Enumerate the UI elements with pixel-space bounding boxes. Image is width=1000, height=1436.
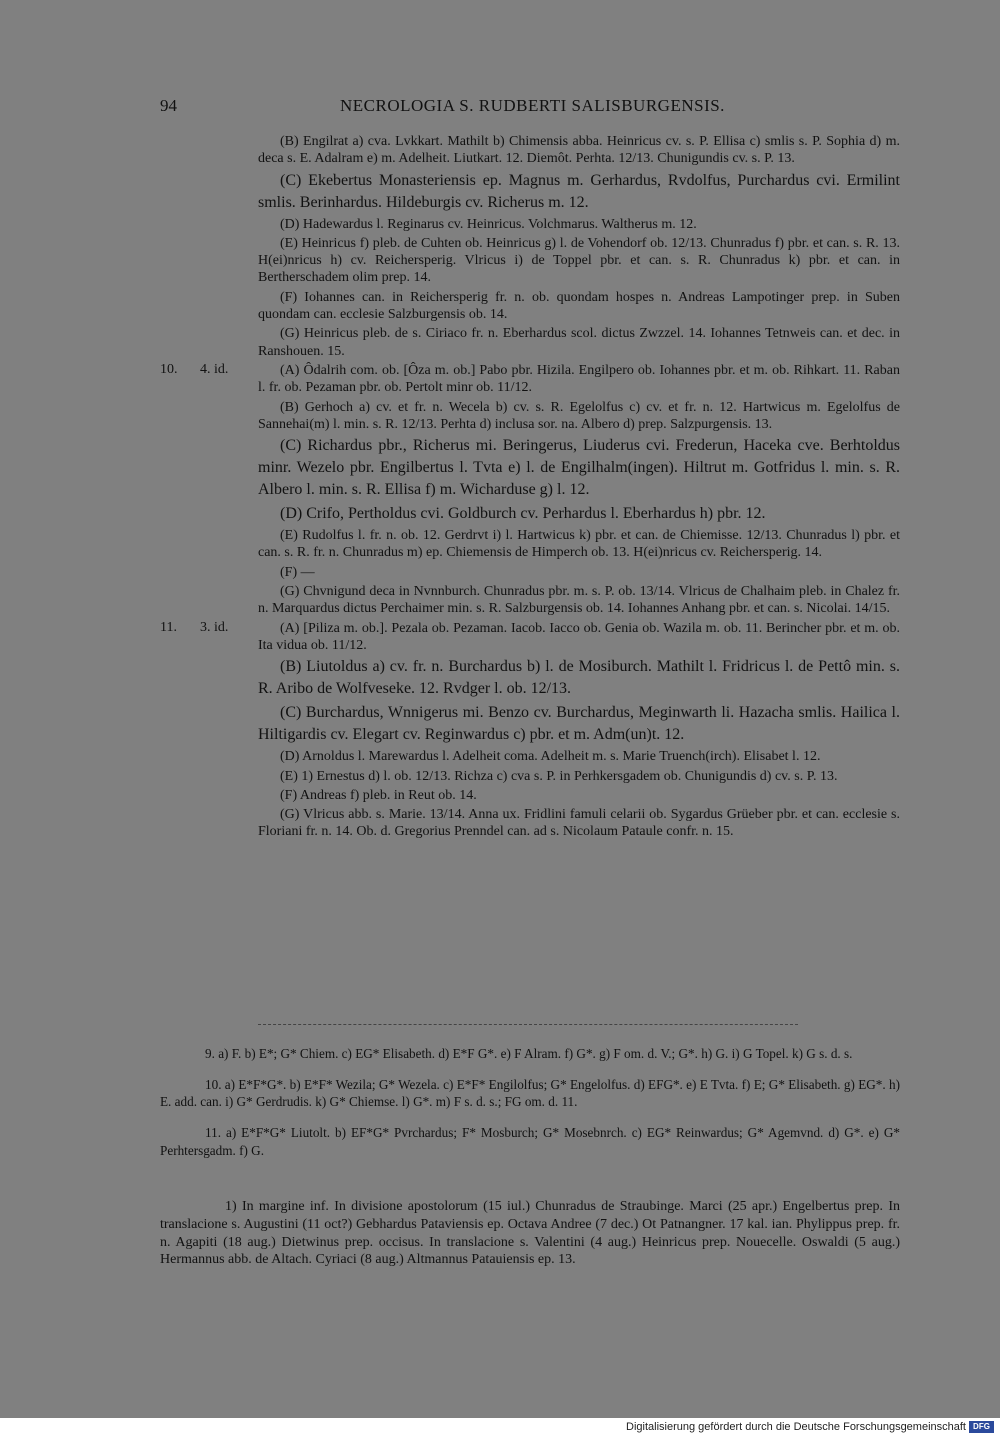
- credit-bar: [0, 1418, 1000, 1436]
- roman-date: 3. id.: [200, 619, 229, 635]
- entry-paragraph: (F) Iohannes can. in Reichersperig fr. n. ob. quondam hospes n. Andreas Lampotinger prep. in Suben quondam can. ecclesie Salzburgensis ob. 14.: [258, 289, 900, 323]
- footnote: 1) In margine inf. In divisione apostolorum (15 iul.) Chunradus de Straubinge. Marci (25 apr.) Engelbertus prep. In translacione s. Augustini (11 oct?) Gebhardus Pataviensis ep. Octava Andree (7 dec.) Ot Patnangner. 17 kal. ian. Phylippus prep. fr. n. Agapiti (18 aug.) Dietwinus prep. occisus. In translacione s. Valentini (4 aug.) Heinricus prep. Nouecelle. Oswaldi (5 aug.) Hermannus abb. de Altach. Cyriaci (8 aug.) Altmannus Patauiensis ep. 13.: [160, 1199, 900, 1268]
- day-entry: [160, 133, 900, 360]
- apparatus-notes: [160, 1032, 900, 1163]
- necrology-body: [160, 133, 900, 843]
- entry-paragraph: (C) Richardus pbr., Richerus mi. Beringerus, Liuderus cvi. Frederun, Haceka cve. Berhtoldus minr. Wezelo pbr. Engilbertus l. Tvta e) l. de Engilhalm(ingen). Hiltrut m. Gotfridus l. min. s. R. Albero l. min. s. R. Ellisa f) m. Wicharduse g) l. 12.: [258, 437, 900, 499]
- entry-paragraph: (B) Engilrat a) cva. Lvkkart. Mathilt b) Chimensis abba. Heinricus cv. s. P. Ellisa c) smlis s. P. Sophia d) m. deca s. E. Adalram e) m. Adelheit. Liutkart. 12. Diemôt. Perhta. 12/13. Chunigundis cv. s. P. 13.: [258, 134, 900, 167]
- entry-paragraph: (B) Liutoldus a) cv. fr. n. Burchardus b) l. de Mosiburch. Mathilt l. Fridricus l. de Pettô min. s. R. Aribo de Wolfveseke. 12. Rvdger l. ob. 12/13.: [258, 658, 900, 698]
- entry-paragraph: (F) —: [280, 564, 315, 580]
- entry-paragraph: (E) Heinricus f) pleb. de Cuhten ob. Heinricus g) l. de Vohendorf ob. 12/13. Chunradus f) pbr. et can. s. R. 13. H(ei)nricus h) cv. Reichersperig. Vlricus i) de Toppel pbr. et can. s. R. Chunradus k) pbr. et can. in Bertherschadem olim prep. 14.: [258, 235, 900, 286]
- entry-paragraph: (G) Vlricus abb. s. Marie. 13/14. Anna ux. Fridlini famuli celarii ob. Sygardus Grüeber pbr. et can. ecclesie s. Floriani fr. n. 14. Ob. d. Gregorius Prenndel can. ad s. Nicolaum Pataule confr. n. 15.: [258, 807, 900, 840]
- entry-paragraph: (A) [Piliza m. ob.]. Pezala ob. Pezaman. Iacob. Iacco ob. Genia ob. Wazila m. ob. 11. Berincher pbr. et m. ob. Ita vidua ob. 11/12.: [258, 620, 900, 653]
- footnote-block: [160, 1184, 900, 1283]
- entry-paragraph: (E) 1) Ernestus d) l. ob. 12/13. Richza c) cva s. P. in Perhkersgadem ob. Chunigundis d) cv. s. P. 13.: [280, 768, 838, 784]
- entry-paragraph: (F) Andreas f) pleb. in Reut ob. 14.: [280, 787, 477, 803]
- day-number: 10.: [160, 361, 178, 377]
- entry-paragraph: (D) Crifo, Pertholdus cvi. Goldburch cv. Perhardus l. Eberhardus h) pbr. 12.: [280, 505, 766, 523]
- apparatus-note: 9. a) F. b) E*; G* Chiem. c) EG* Elisabeth. d) E*F G*. e) F Alram. f) G*. g) F om. d. V.; G*. h) G. i) G Topel. k) G s. d. s.: [205, 1046, 853, 1062]
- entry-paragraph: (E) Rudolfus l. fr. n. ob. 12. Gerdrvt i) l. Hartwicus k) pbr. et can. de Chiemisse. 12/13. Chunradus l) pbr. et can. s. R. fr. n. Chunradus m) ep. Chiemensis de Himperch ob. 13. H(ei)nricus cv. Reichersperig. 14.: [258, 528, 900, 561]
- entry-paragraph: (C) Ekebertus Monasteriensis ep. Magnus m. Gerhardus, Rvdolfus, Purchardus cvi. Ermilint smlis. Berinhardus. Hildeburgis cv. Richerus m. 12.: [258, 171, 900, 211]
- entry-paragraph: (B) Gerhoch a) cv. et fr. n. Wecela b) cv. s. R. Egelolfus c) cv. et fr. n. 12. Hartwicus m. Egelolfus de Sannehai(m) l. min. s. R. 12/13. Perhta d) inclusa sor. na. Albero d) prep. Salzpurgensis. 13.: [258, 399, 900, 432]
- day-entry: [160, 620, 900, 841]
- entry-paragraph: (G) Heinricus pleb. de s. Ciriaco fr. n. Eberhardus scol. dictus Zwzzel. 14. Iohannes Tetnweis can. et dec. in Ranshouen. 15.: [258, 326, 900, 359]
- page-number: 94: [160, 96, 177, 115]
- entry-paragraph: (C) Burchardus, Wnnigerus mi. Benzo cv. Burchardus, Meginwarth li. Hazacha smlis. Hailica l. Hiltigardis cv. Elegart cv. Reginwardus c) pbr. et m. Adm(un)t. 12.: [258, 704, 900, 744]
- page-title: NECROLOGIA S. RUDBERTI SALISBURGENSIS.: [340, 96, 725, 115]
- notes-divider: [258, 1024, 798, 1025]
- entry-paragraph: (D) Arnoldus l. Marewardus l. Adelheit coma. Adelheit m. s. Marie Truench(irch). Elisabet l. 12.: [280, 749, 821, 765]
- day-number: 11.: [160, 619, 177, 635]
- entry-paragraph: (G) Chvnigund deca in Nvnnburch. Chunradus pbr. m. s. P. ob. 13/14. Vlricus de Chalhaim pleb. in Chalez fr. n. Marquardus dictus Perchaimer min. s. R. Salzburgensis ob. 14. Iohannes Anhang pbr. et can. s. Nicolai. 14/15.: [258, 584, 900, 617]
- roman-date: 4. id.: [200, 361, 229, 377]
- apparatus-note: 11. a) E*F*G* Liutolt. b) EF*G* Pvrchardus; F* Mosburch; G* Mosebnrch. c) EG* Reinwardus; G* Agemvnd. d) G*. e) G* Perhtersgadm. f) G.: [160, 1125, 900, 1158]
- dfg-logo: DFG: [969, 1421, 994, 1433]
- day-entry: [160, 362, 900, 618]
- apparatus-note: 10. a) E*F*G*. b) E*F* Wezila; G* Wezela. c) E*F* Engilolfus; G* Engelolfus. d) EFG*. e) E Tvta. f) E; G* Elisabeth. g) EG*. h) E. add. can. i) G* Gerdrudis. k) G* Chiemse. l) G*. m) F s. d. s.; FG om. d. 11.: [160, 1076, 900, 1110]
- entry-paragraph: (D) Hadewardus l. Reginarus cv. Heinricus. Volchmarus. Waltherus m. 12.: [280, 216, 697, 232]
- entry-paragraph: (A) Ôdalrih com. ob. [Ôza m. ob.] Pabo pbr. Hizila. Engilpero ob. Iohannes pbr. et m. ob. Rihkart. 11. Raban l. fr. ob. Pezaman pbr. ob. Pertolt minr ob. 11/12.: [258, 362, 900, 396]
- credit-text: Digitalisierung gefördert durch die Deutsche Forschungsgemeinschaft: [626, 1421, 966, 1433]
